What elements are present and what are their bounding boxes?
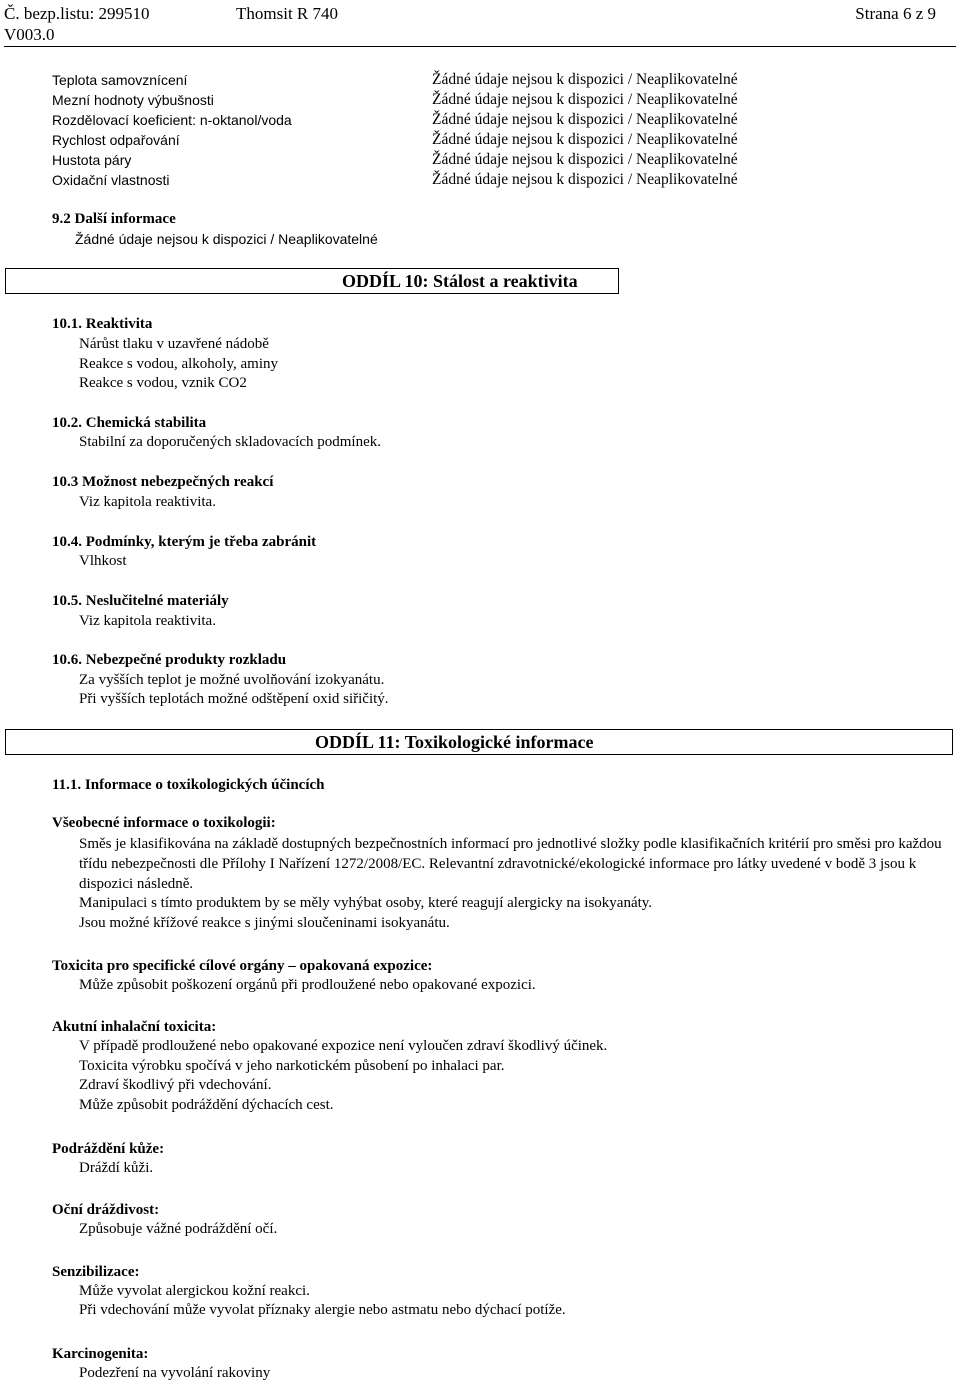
general-tox-line: Manipulaci s tímto produktem by se měly vyhýbat osoby, které reagují alergicky na isokyanáty. [79,895,653,911]
property-value: Žádné údaje nejsou k dispozici / Neaplikovatelné [432,131,738,148]
sensitization-line: Při vdechování může vyvolat příznaky alergie nebo astmatu nebo dýchací potíže. [79,1302,566,1318]
page-number: Strana 6 z 9 [855,4,936,23]
property-label: Rychlost odpařování [52,132,180,148]
general-tox-line: Jsou možné křížové reakce s jinými sloučeninami isokyanátu. [79,915,450,931]
inhalation-heading: Akutní inhalační toxicita: [52,1019,217,1035]
section-10-4-heading: 10.4. Podmínky, kterým je třeba zabránit [52,534,317,550]
section-10-1-line: Reakce s vodou, alkoholy, aminy [79,356,278,372]
section-10-6-line: Za vyšších teplot je možné uvolňování izokyanátu. [79,672,385,688]
property-value: Žádné údaje nejsou k dispozici / Neaplikovatelné [432,171,738,188]
inhalation-line: Může způsobit podráždění dýchacích cest. [79,1097,334,1113]
doc-number: Č. bezp.listu: 299510 [4,4,150,23]
general-tox-heading: Všeobecné informace o toxikologii: [52,815,276,831]
property-label: Rozdělovací koeficient: n-oktanol/voda [52,112,292,128]
section-10-1-heading: 10.1. Reaktivita [52,316,153,332]
section-10-6-line: Při vyšších teplotách možné odštěpení oxid siřičitý. [79,691,389,707]
skin-irritation-text: Dráždí kůži. [79,1160,154,1176]
section-10-2-text: Stabilní za doporučených skladovacích podmínek. [79,434,381,450]
eye-irritation-text: Způsobuje vážné podráždění očí. [79,1221,278,1237]
section-10-1-line: Nárůst tlaku v uzavřené nádobě [79,336,269,352]
section-10-6-heading: 10.6. Nebezpečné produkty rozkladu [52,652,287,668]
property-value: Žádné údaje nejsou k dispozici / Neaplikovatelné [432,151,738,168]
section-10-5-heading: 10.5. Neslučitelné materiály [52,593,229,609]
inhalation-line: Toxicita výrobku spočívá v jeho narkotickém působení po inhalaci par. [79,1058,505,1074]
skin-irritation-heading: Podráždění kůže: [52,1141,165,1157]
section-10-3-text: Viz kapitola reaktivita. [79,494,216,510]
stot-text: Může způsobit poškození orgánů při prodloužené nebo opakované expozici. [79,977,536,993]
carcinogenicity-heading: Karcinogenita: [52,1346,149,1362]
section-10-title: ODDÍL 10: Stálost a reaktivita [342,271,578,291]
section-9-2-text: Žádné údaje nejsou k dispozici / Neaplikovatelné [75,231,378,247]
property-label: Hustota páry [52,152,132,168]
section-10-3-heading: 10.3 Možnost nebezpečných reakcí [52,474,274,490]
general-tox-paragraph: Směs je klasifikována na základě dostupných bezpečnostních informací pro jednotlivé složky podle klasifikačních kritérií pro směsi pro každou třídu nebezpečnosti dle Přílohy I Nařízení 1272/2008/EC. Relevantní zdravotnické/ekologické informace pro látky uvedené v bodě 3 jsou k dispozici následně. [79,836,942,892]
eye-irritation-heading: Oční dráždivost: [52,1202,160,1218]
property-value: Žádné údaje nejsou k dispozici / Neaplikovatelné [432,91,738,108]
product-name: Thomsit R 740 [236,4,339,23]
property-label: Teplota samovznícení [52,72,188,88]
section-11-title: ODDÍL 11: Toxikologické informace [315,732,594,752]
section-10-2-heading: 10.2. Chemická stabilita [52,415,207,431]
stot-heading: Toxicita pro specifické cílové orgány – opakovaná expozice: [52,958,433,974]
section-10-5-text: Viz kapitola reaktivita. [79,613,216,629]
property-label: Mezní hodnoty výbušnosti [52,92,214,108]
section-10-4-text: Vlhkost [79,553,127,569]
property-value: Žádné údaje nejsou k dispozici / Neaplikovatelné [432,71,738,88]
sensitization-line: Může vyvolat alergickou kožní reakci. [79,1283,310,1299]
carcinogenicity-text: Podezření na vyvolání rakoviny [79,1365,271,1381]
sensitization-heading: Senzibilizace: [52,1264,140,1280]
property-label: Oxidační vlastnosti [52,172,170,188]
version: V003.0 [4,25,55,44]
property-value: Žádné údaje nejsou k dispozici / Neaplikovatelné [432,111,738,128]
section-9-2-heading: 9.2 Další informace [52,211,176,227]
header-rule [4,46,956,47]
section-11-1-heading: 11.1. Informace o toxikologických účincích [52,777,325,793]
inhalation-line: V případě prodloužené nebo opakované expozice není vyloučen zdraví škodlivý účinek. [79,1038,608,1054]
section-10-1-line: Reakce s vodou, vznik CO2 [79,375,247,391]
inhalation-line: Zdraví škodlivý při vdechování. [79,1077,272,1093]
